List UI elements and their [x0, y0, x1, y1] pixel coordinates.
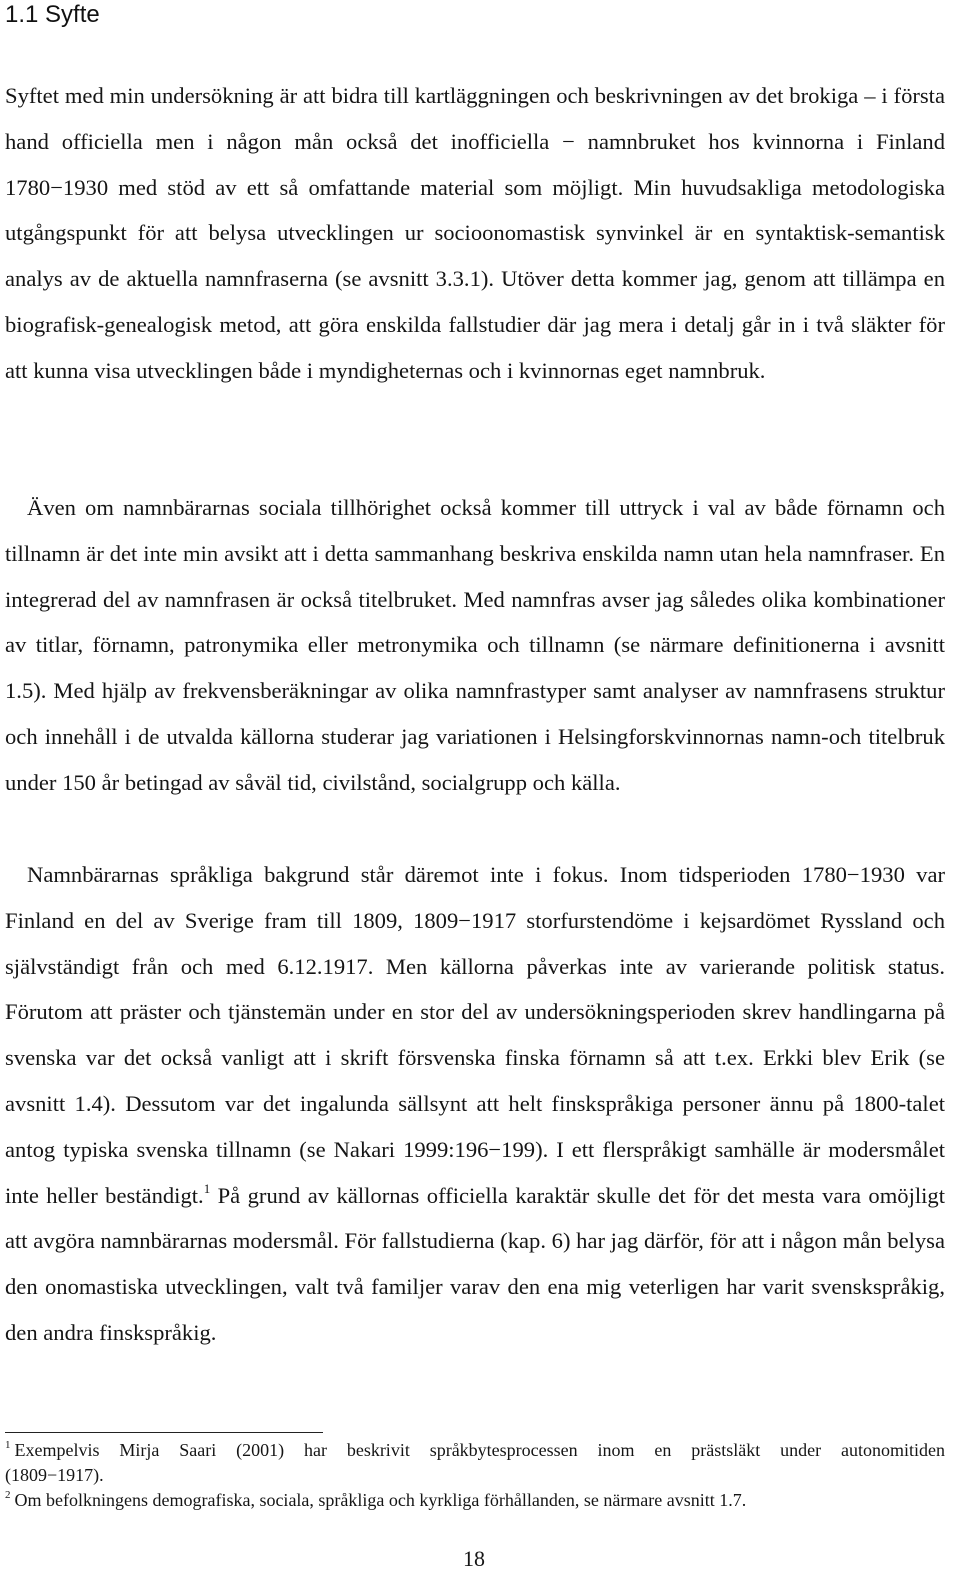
footnotes — [5, 1438, 945, 1513]
footnote-number: 2 — [5, 1489, 11, 1501]
footnote-number: 1 — [5, 1439, 11, 1451]
footnote-text: Om befolkningens demografiska, sociala, språkliga och kyrkliga förhållanden, se närmare avsnitt 1.7. — [14, 1490, 747, 1510]
paragraph-1: Syftet med min undersökning är att bidra till kartläggningen och beskrivningen av det brokiga – i första hand officiella men i någon mån också det inofficiella − namnbruket hos kvinnorna i Finland 1780−1930 med stöd av ett så omfattande material som möjligt. Min huvudsakliga metodologiska utgångspunkt för att belysa utvecklingen ur socioonomastisk synvinkel är en syntaktisk-semantisk analys av de aktuella namnfraserna (se avsnitt 3.3.1). Utöver detta kommer jag, genom att tillämpa en biografisk-genealogisk metod, att göra enskilda fallstudier där jag mera i detalj går in i två släkter för att kunna visa utvecklingen både i myndigheternas och i kvinnornas eget namnbruk. — [5, 83, 945, 383]
footnote-2 — [5, 1488, 945, 1513]
paragraph-2: Även om namnbärarnas sociala tillhörighet också kommer till uttryck i val av både förnamn och tillnamn är det inte min avsikt att i detta sammanhang beskriva enskilda namn utan hela namnfraser. En integrerad del av namnfrasen är också titelbruket. Med namnfras avser jag således olika kombinationer av titlar, förnamn, patronymika eller metronymika och tillnamn (se närmare definitionerna i avsnitt 1.5). Med hjälp av frekvensberäkningar av olika namnfrastyper samt analyser av namnfrasens struktur och innehåll i de utvalda källorna studerar jag variationen i Helsingforskvinnornas namn-och titelbruk under 150 år betingad av såväl tid, civilstånd, socialgrupp och källa. — [5, 495, 945, 795]
paragraph-3-text-after-note: På grund av källornas officiella karaktär skulle det för det mesta vara omöjligt att avgöra namnbärarnas modersmål. För fallstudierna (kap. 6) har jag därför, för att i någon mån belysa den onomastiska utvecklingen, valt två familjer varav den ena mig veterligen har varit svenskspråkig, den andra finskspråkig. — [5, 1182, 945, 1345]
page-number: 18 — [463, 1546, 485, 1571]
paragraph-3-text-before-note: Namnbärarnas språkliga bakgrund står däremot inte i fokus. Inom tidsperioden 1780−1930 var Finland en del av Sverige fram till 1809, 1809−1917 storfurstendöme i kejsardömet Ryssland och självständigt från och med 6.12.1917. Men källorna påverkas inte av varierande politisk status. Förutom att präster och tjänstemän under en stor del av undersökningsperioden skrev handlingarna på svenska var det också vanligt att i skrift försvenska finska förnamn så att t.ex. Erkki blev Erik (se avsnitt 1.4). Dessutom var det ingalunda sällsynt att helt finskspråkiga personer ännu på 1800-talet antog typiska svenska tillnamn (se Nakari 1999:196−199). I ett flerspråkigt samhälle är modersmålet inte heller beständigt. — [5, 862, 945, 1208]
paragraph-3 — [5, 852, 945, 1356]
footnote-1 — [5, 1438, 945, 1488]
footnote-marker-1[interactable]: 1 — [203, 1180, 211, 1196]
section-heading: 1.1 Syfte — [5, 1, 100, 28]
footnote-divider — [5, 1432, 323, 1433]
footnote-text: Exempelvis Mirja Saari (2001) har beskrivit språkbytesprocessen inom en prästsläkt under autonomitiden (1809−1917). — [5, 1440, 945, 1485]
